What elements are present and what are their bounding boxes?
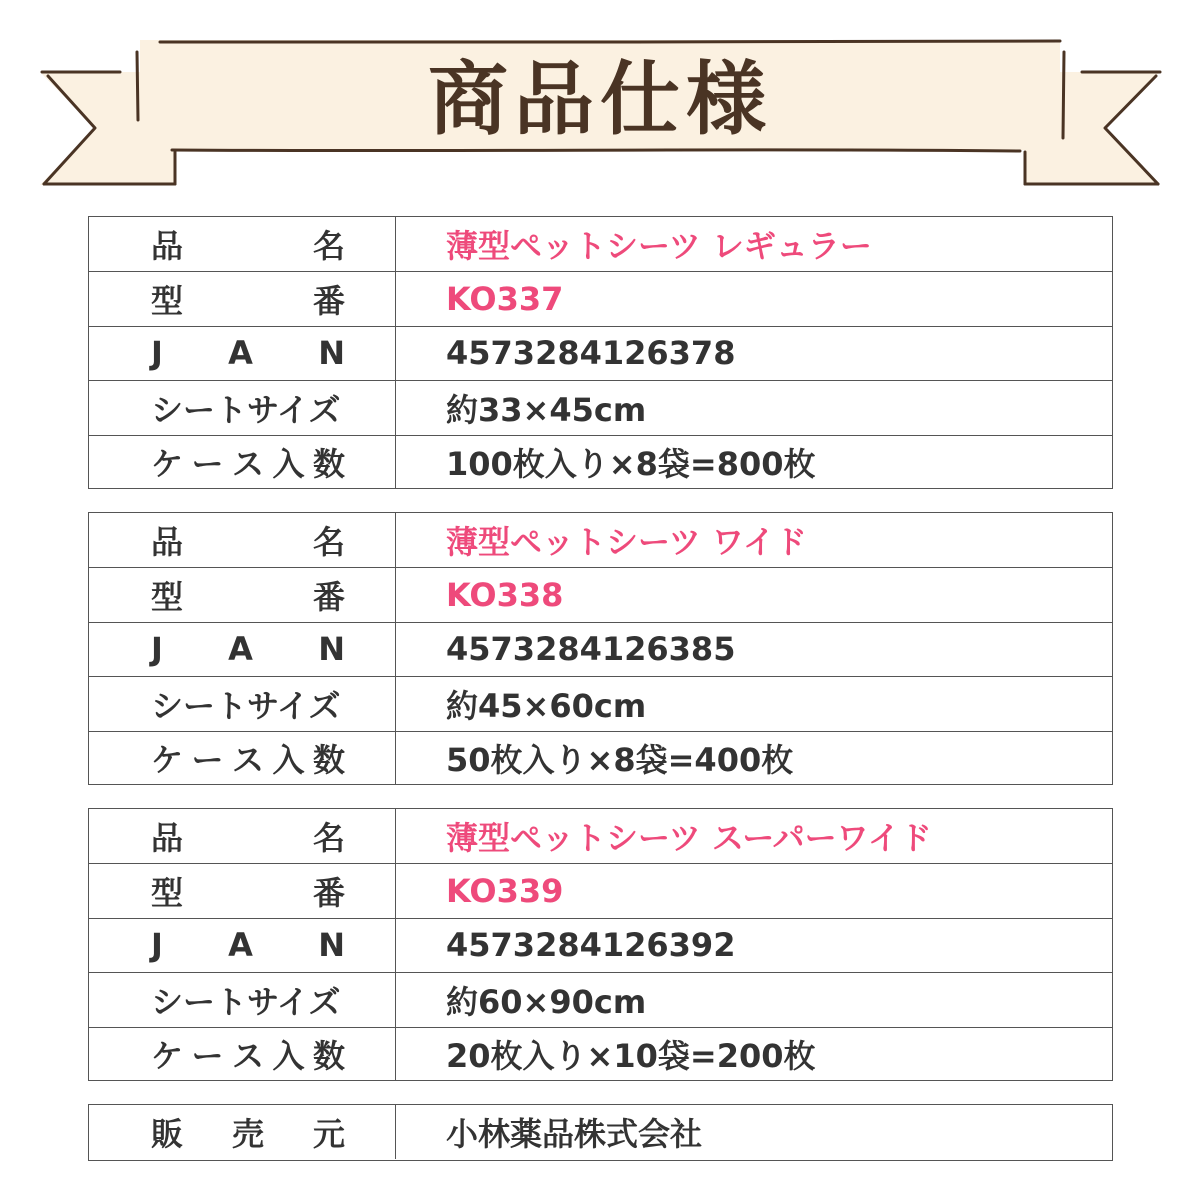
value-product-name: 薄型ペットシーツ レギュラー	[446, 227, 872, 266]
row-case-quantity	[89, 1027, 1112, 1081]
label-case-quantity: ケ ー ス 入 数	[89, 436, 396, 489]
label-product-name: 品 名	[89, 809, 396, 863]
label-seller: 販 売 元	[89, 1105, 396, 1159]
spec-table-regular	[88, 216, 1113, 489]
row-jan	[89, 918, 1112, 972]
label-model-number: 型 番	[89, 568, 396, 621]
row-sheet-size	[89, 380, 1112, 434]
value-product-name: 薄型ペットシーツ スーパーワイド	[446, 819, 932, 858]
row-sheet-size	[89, 676, 1112, 730]
row-case-quantity	[89, 435, 1112, 489]
value-sheet-size: 約33×45cm	[446, 390, 647, 429]
value-jan: 4573284126378	[446, 334, 736, 373]
value-sheet-size: 約45×60cm	[446, 686, 647, 725]
label-jan: J A N	[89, 327, 396, 380]
row-model-number	[89, 863, 1112, 917]
row-jan	[89, 622, 1112, 676]
value-model-number: KO339	[446, 872, 564, 911]
seller-table	[88, 1104, 1113, 1161]
row-model-number	[89, 567, 1112, 621]
value-case-quantity: 20枚入り×10袋=200枚	[446, 1037, 816, 1076]
label-sheet-size: シートサイズ	[89, 381, 396, 434]
row-product-name	[89, 809, 1112, 863]
value-case-quantity: 50枚入り×8袋=400枚	[446, 741, 794, 780]
row-case-quantity	[89, 731, 1112, 785]
page-title: 商品仕様	[428, 53, 772, 146]
value-jan: 4573284126385	[446, 630, 736, 669]
label-case-quantity: ケ ー ス 入 数	[89, 732, 396, 785]
value-sheet-size: 約60×90cm	[446, 982, 647, 1021]
title-banner	[0, 0, 1200, 200]
value-product-name: 薄型ペットシーツ ワイド	[446, 523, 807, 562]
spec-table-wide	[88, 512, 1113, 785]
row-model-number	[89, 271, 1112, 325]
value-jan: 4573284126392	[446, 926, 736, 965]
label-product-name: 品 名	[89, 513, 396, 567]
row-product-name	[89, 217, 1112, 271]
row-sheet-size	[89, 972, 1112, 1026]
spec-table-super-wide	[88, 808, 1113, 1081]
value-case-quantity: 100枚入り×8袋=800枚	[446, 445, 816, 484]
label-jan: J A N	[89, 919, 396, 972]
label-sheet-size: シートサイズ	[89, 677, 396, 730]
label-case-quantity: ケ ー ス 入 数	[89, 1028, 396, 1081]
value-model-number: KO337	[446, 280, 564, 319]
label-model-number: 型 番	[89, 272, 396, 325]
row-product-name	[89, 513, 1112, 567]
row-jan	[89, 326, 1112, 380]
row-seller	[89, 1105, 1112, 1159]
label-product-name: 品 名	[89, 217, 396, 271]
value-seller: 小林薬品株式会社	[446, 1115, 703, 1153]
value-model-number: KO338	[446, 576, 564, 615]
label-jan: J A N	[89, 623, 396, 676]
label-model-number: 型 番	[89, 864, 396, 917]
label-sheet-size: シートサイズ	[89, 973, 396, 1026]
